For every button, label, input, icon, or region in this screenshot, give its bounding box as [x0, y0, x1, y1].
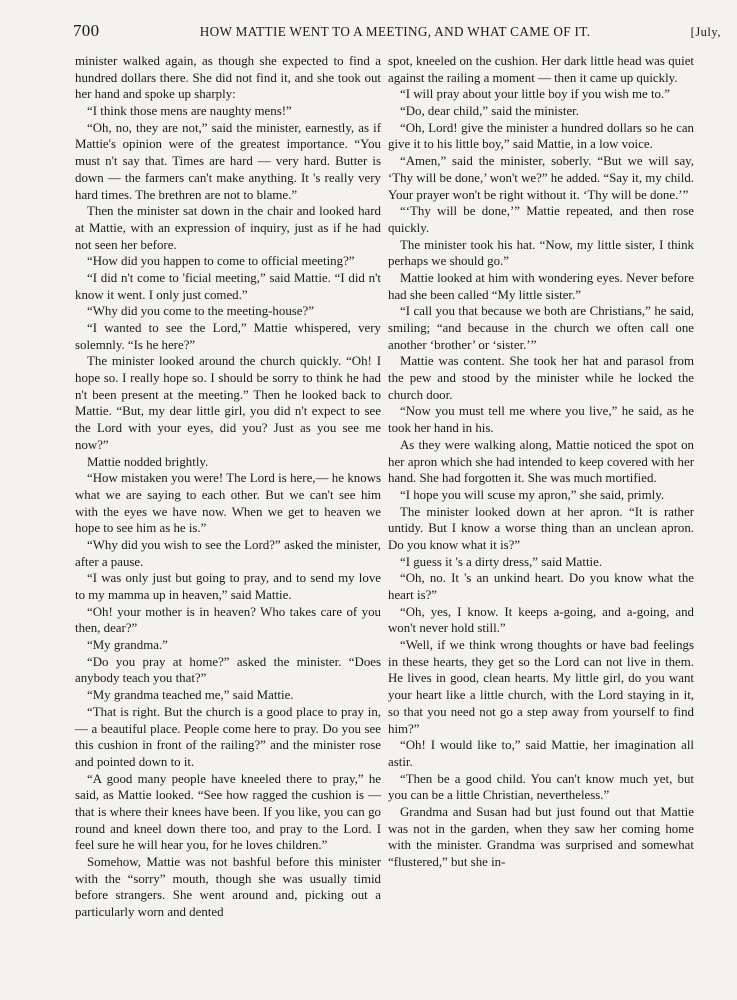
paragraph: “Oh! I would like to,” said Mattie, her imagination all astir.: [388, 738, 694, 769]
paragraph: “I call you that because we both are Christians,” he said, smiling; “and because in the church we often call one another ‘brother’ or ‘sister.’”: [388, 304, 694, 352]
paragraph: “Well, if we think wrong thoughts or have bad feelings in these hearts, they get so the Lord can not live in them. He lives in good, clean hearts. My little girl, do you want your heart like a little church, with the Lord staying in it, so that you need not go a step away from yourself to find him?”: [388, 638, 694, 736]
paragraph: Grandma and Susan had but just found out that Mattie was not in the garden, when they saw her coming home with the minister. Grandma was surprised and somewhat “flustered,” but she in-: [388, 804, 694, 869]
paragraph: The minister looked around the church quickly. “Oh! I hope so. I really hope so. I should be sorry to think he had n't been present at the meeting.” Then he looked back to Mattie. “But, my dear little girl, you did n't expect to see the Lord with your eyes, did you? Just as you see me now?”: [75, 354, 381, 452]
paragraph: “Oh, Lord! give the minister a hundred dollars so he can give it to his little boy,” said Mattie, in a low voice.: [388, 120, 694, 152]
paragraph: “My grandma teached me,” said Mattie.: [87, 688, 294, 703]
paragraph: As they were walking along, Mattie noticed the spot on her apron which she had intended to keep covered with her hand. She had forgotten it. She was much mortified.: [388, 437, 694, 486]
paragraph: “Then be a good child. You can't know much yet, but you can be a little Christian, nevertheless.”: [388, 771, 694, 803]
running-title: HOW MATTIE WENT TO A MEETING, AND WHAT CAME OF IT.: [199, 24, 591, 39]
paragraph: “‘Thy will be done,’” Mattie repeated, and then rose quickly.: [388, 204, 694, 235]
paragraph: “I think those mens are naughty mens!”: [87, 104, 292, 119]
paragraph: “Why did you come to the meeting-house?”: [87, 304, 314, 319]
paragraph: Then the minister sat down in the chair and looked hard at Mattie, with an expression of inquiry, just as if he had not seen her before.: [75, 204, 381, 252]
paragraph: “Now you must tell me where you live,” he said, as he took her hand in his.: [388, 404, 694, 436]
paragraph: minister walked again, as though she expected to find a hundred dollars there. She did not find it, and she took out her hand and spoke up sharply:: [75, 54, 381, 102]
paragraph: The minister took his hat. “Now, my little sister, I think perhaps we should go.”: [388, 237, 694, 269]
paragraph: The minister looked down at her apron. “It is rather untidy. But I know a worse thing than an unclean apron. Do you know what it is?”: [388, 504, 694, 552]
paragraph: Mattie nodded brightly.: [87, 454, 209, 469]
paragraph: Mattie looked at him with wondering eyes. Never before had she been called “My little sister.”: [388, 270, 694, 302]
paragraph: “I did n't come to 'ficial meeting,” said Mattie. “I did n't know it went. I only just comed.”: [75, 270, 381, 302]
left-column: [75, 53, 381, 921]
right-column: [388, 53, 694, 871]
paragraph: “How mistaken you were! The Lord is here,— he knows what we are saying to each other. But we can't see him with the eyes we have now. When we get to heaven we hope to see him as he is.”: [75, 471, 381, 536]
paragraph: “Do, dear child,” said the minister.: [400, 104, 579, 119]
page-header: [73, 21, 721, 43]
paragraph: “I was only just but going to pray, and to send my love to my mamma up in heaven,” said Mattie.: [75, 571, 381, 602]
paragraph: “Oh, no, they are not,” said the minister, earnestly, as if Mattie's opinion were of the greatest importance. “You must n't say that. Times are hard — very hard. Butter is down — the farmers can't make anything. It 's really very hard times. The brethren are not to blame.”: [75, 120, 381, 202]
paragraph: “I wanted to see the Lord,” Mattie whispered, very solemnly. “Is he here?”: [75, 321, 381, 352]
paragraph: “Why did you wish to see the Lord?” asked the minister, after a pause.: [75, 537, 381, 569]
paragraph: “I hope you will scuse my apron,” she said, primly.: [400, 487, 665, 502]
paragraph: “A good many people have kneeled there to pray,” he said, as Mattie looked. “See how ragged the cushion is — that is where their knees have been. If you like, you can go round and kneel down there too, and pray to the Lord. I feel sure he will hear you, for he loves children.”: [75, 771, 381, 853]
page-number: 700: [73, 21, 100, 40]
issue-month: [July,: [690, 25, 721, 39]
paragraph: “Oh! your mother is in heaven? Who takes care of you then, dear?”: [75, 604, 381, 636]
paragraph: Mattie was content. She took her hat and parasol from the pew and stood by the minister while he locked the church door.: [388, 354, 694, 402]
paragraph: “I will pray about your little boy if you wish me to.”: [400, 87, 670, 102]
paragraph: “Do you pray at home?” asked the minister. “Does anybody teach you that?”: [75, 654, 381, 686]
paragraph: “I guess it 's a dirty dress,” said Mattie.: [400, 554, 603, 569]
paragraph: “Oh, yes, I know. It keeps a-going, and a-going, and won't never hold still.”: [388, 604, 694, 636]
paragraph: “Amen,” said the minister, soberly. “But we will say, ‘Thy will be done,’ won't we?” he added. “Say it, my child. Your prayer won't be right without it. ‘Thy will be done.’”: [388, 154, 695, 202]
paragraph: Somehow, Mattie was not bashful before this minister with the “sorry” mouth, though she was usually timid before strangers. She went around and, picking out a particularly worn and dented: [75, 855, 381, 920]
paragraph: “That is right. But the church is a good place to pray in,— a beautiful place. People come here to pray. Do you see this cushion in front of the railing?” and the minister rose and pointed down to it.: [75, 704, 381, 769]
paragraph: “Oh, no. It 's an unkind heart. Do you know what the heart is?”: [388, 571, 694, 602]
paragraph: “My grandma.”: [87, 638, 168, 653]
paragraph: spot, kneeled on the cushion. Her dark little head was quiet against the railing a moment — then it came up quickly.: [388, 54, 694, 85]
paragraph: “How did you happen to come to official meeting?”: [87, 254, 355, 269]
